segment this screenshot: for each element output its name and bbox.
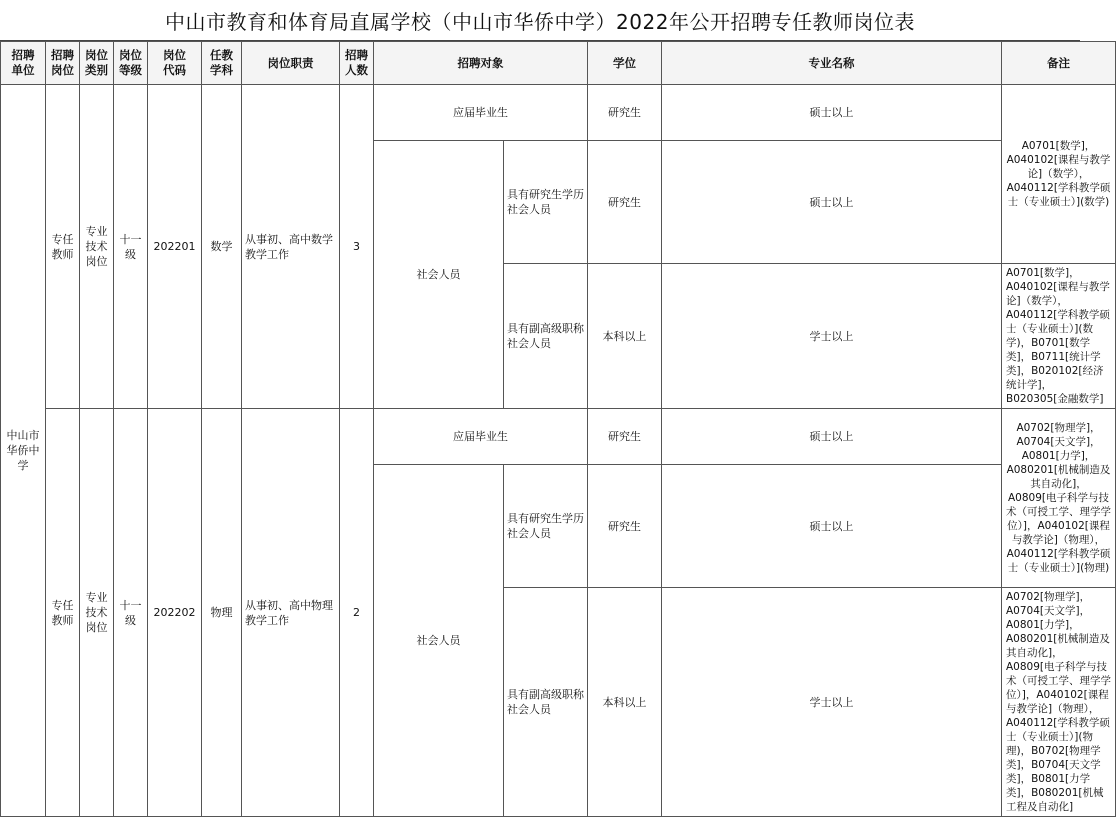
degree-cell: 硕士以上 bbox=[662, 85, 1002, 141]
social-label-cell: 社会人员 bbox=[374, 141, 504, 409]
target-cell: 应届毕业生 bbox=[374, 409, 588, 465]
col-header-subject: 任教 学科 bbox=[202, 42, 242, 85]
post-level-cell: 十一级 bbox=[114, 85, 148, 409]
education-cell: 研究生 bbox=[588, 141, 662, 264]
major-cell: A0702[物理学]，A0704[天文学]，A0801[力学]，A080201[机械制造及其自动化]，A0809[电子科学与技术（可授工学、理学学位）]，A040102[课程与教学论]（物理），A040112[学科教学硕士（专业硕士）](物理) bbox=[1002, 409, 1116, 588]
major-cell: A0701[数学]， A040102[课程与教学论]（数学），A040112[学科教学硕士（专业硕士）](数学)，B0701[数学类]，B0711[统计学类]，B020102[经济统计学]，B020305[金融数学] bbox=[1002, 264, 1116, 409]
unit-name-cell: 中山市华侨中学 bbox=[1, 85, 46, 817]
post-category-cell: 专业技术岗位 bbox=[80, 85, 114, 409]
social-label-cell: 社会人员 bbox=[374, 465, 504, 817]
col-header-count: 招聘 人数 bbox=[340, 42, 374, 85]
post-level-cell: 十一级 bbox=[114, 409, 148, 817]
col-header-degree: 学位 bbox=[588, 42, 662, 85]
col-header-category: 岗位 类别 bbox=[80, 42, 114, 85]
post-name-cell: 专任教师 bbox=[46, 409, 80, 817]
target-cell: 具有副高级职称社会人员 bbox=[504, 588, 588, 817]
major-cell: A0701[数学]， A040102[课程与教学论]（数学），A040112[学科教学硕士（专业硕士）](数学) bbox=[1002, 85, 1116, 264]
education-cell: 本科以上 bbox=[588, 588, 662, 817]
education-cell: 研究生 bbox=[588, 409, 662, 465]
post-code-cell: 202202 bbox=[148, 409, 202, 817]
target-cell: 具有研究生学历社会人员 bbox=[504, 465, 588, 588]
table-row bbox=[1, 85, 1116, 141]
education-cell: 研究生 bbox=[588, 465, 662, 588]
col-header-duty: 岗位职责 bbox=[242, 42, 340, 85]
education-cell: 本科以上 bbox=[588, 264, 662, 409]
subject-cell: 物理 bbox=[202, 409, 242, 817]
degree-cell: 硕士以上 bbox=[662, 465, 1002, 588]
count-cell: 3 bbox=[340, 85, 374, 409]
col-header-major: 专业名称 bbox=[662, 42, 1002, 85]
post-name-cell: 专任教师 bbox=[46, 85, 80, 409]
table-header-row bbox=[1, 42, 1116, 85]
degree-cell: 硕士以上 bbox=[662, 409, 1002, 465]
post-category-cell: 专业技术岗位 bbox=[80, 409, 114, 817]
duty-cell: 从事初、高中数学教学工作 bbox=[242, 85, 340, 409]
col-header-level: 岗位 等级 bbox=[114, 42, 148, 85]
post-code-cell: 202201 bbox=[148, 85, 202, 409]
target-cell: 应届毕业生 bbox=[374, 85, 588, 141]
target-cell: 具有研究生学历社会人员 bbox=[504, 141, 588, 264]
job-table bbox=[0, 41, 1116, 817]
degree-cell: 学士以上 bbox=[662, 588, 1002, 817]
education-cell: 研究生 bbox=[588, 85, 662, 141]
major-cell: A0702[物理学]，A0704[天文学]，A0801[力学]，A080201[机械制造及其自动化]，A0809[电子科学与技术（可授工学、理学学位）]，A040102[课程与教学论]（物理），A040112[学科教学硕士（专业硕士）](物理)，B0702[物理学类]，B0704[天文学类]，B0801[力学类]，B080201[机械工程及自动化] bbox=[1002, 588, 1116, 817]
count-cell: 2 bbox=[340, 409, 374, 817]
col-header-target: 招聘对象 bbox=[374, 42, 588, 85]
col-header-remark: 备注 bbox=[1002, 42, 1116, 85]
col-header-unit: 招聘 单位 bbox=[1, 42, 46, 85]
degree-cell: 硕士以上 bbox=[662, 141, 1002, 264]
table-row bbox=[1, 409, 1116, 465]
target-cell: 具有副高级职称社会人员 bbox=[504, 264, 588, 409]
col-header-code: 岗位 代码 bbox=[148, 42, 202, 85]
duty-cell: 从事初、高中物理教学工作 bbox=[242, 409, 340, 817]
subject-cell: 数学 bbox=[202, 85, 242, 409]
degree-cell: 学士以上 bbox=[662, 264, 1002, 409]
col-header-post: 招聘 岗位 bbox=[46, 42, 80, 85]
page-title: 中山市教育和体育局直属学校（中山市华侨中学）2022年公开招聘专任教师岗位表 bbox=[0, 0, 1080, 41]
